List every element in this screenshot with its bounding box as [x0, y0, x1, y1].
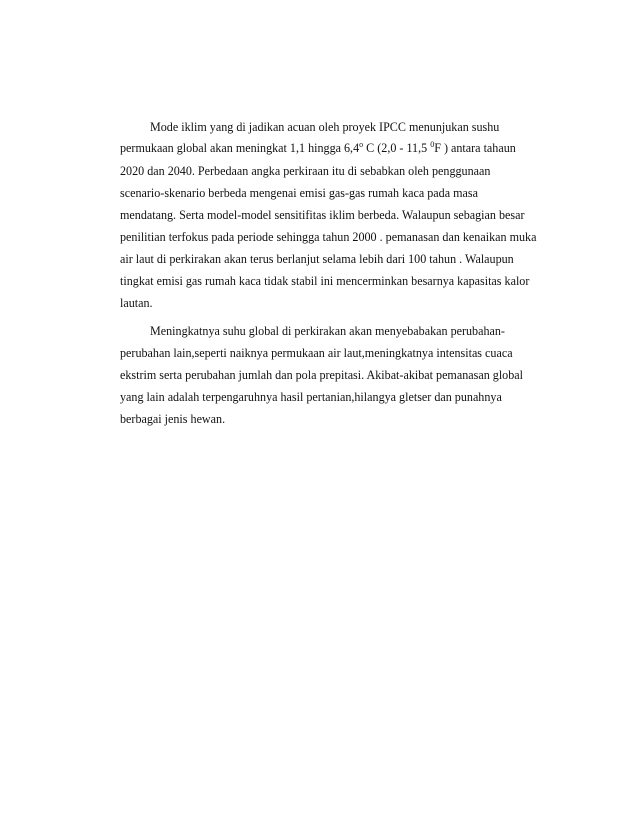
paragraph-1-line-2-text-a: permukaan global akan meningkat 1,1 hingga 6,4 — [120, 141, 360, 155]
paragraph-2-line-4: yang lain adalah terpengaruhnya hasil pertanian,hilangya gletser dan punahnya — [120, 390, 502, 404]
paragraph-1-line-8: tingkat emisi gas rumah kaca tidak stabil ini mencerminkan besarnya kapasitas kalor — [120, 274, 530, 288]
paragraph-2-line-1: Meningkatnya suhu global di perkirakan akan menyebabakan perubahan- — [150, 324, 505, 338]
degree-superscript: o — [359, 140, 364, 149]
paragraph-1-line-2-text-b: C (2,0 - 11,5 — [363, 141, 431, 155]
paragraph-1-line-7: air laut di perkirakan akan terus berlanjut selama lebih dari 100 tahun . Walaupun — [120, 252, 514, 266]
paragraph-1-line-5: mendatang. Serta model-model sensitifitas iklim berbeda. Walaupun sebagian besar — [120, 208, 525, 222]
paragraph-1-line-6: penilitian terfokus pada periode sehingga tahun 2000 . pemanasan dan kenaikan muka — [120, 230, 537, 244]
fahrenheit-superscript: 0 — [430, 140, 435, 149]
paragraph-1-line-1: Mode iklim yang di jadikan acuan oleh proyek IPCC menunjukan sushu — [150, 120, 500, 134]
paragraph-1-line-9: lautan. — [120, 296, 153, 310]
paragraph-2-line-2: perubahan lain,seperti naiknya permukaan air laut,meningkatnya intensitas cuaca — [120, 346, 513, 360]
paragraph-1-line-2-text-c: F ) antara tahaun — [434, 141, 516, 155]
paragraph-2-line-3: ekstrim serta perubahan jumlah dan pola prepitasi. Akibat-akibat pemanasan global — [120, 368, 523, 382]
paragraph-1-line-2 — [120, 141, 516, 155]
paragraph-1-line-4: scenario-skenario berbeda mengenai emisi gas-gas rumah kaca pada masa — [120, 186, 478, 200]
paragraph-2-line-5: berbagai jenis hewan. — [120, 412, 226, 426]
paragraph-1-line-3: 2020 dan 2040. Perbedaan angka perkiraan itu di sebabkan oleh penggunaan — [120, 164, 491, 178]
